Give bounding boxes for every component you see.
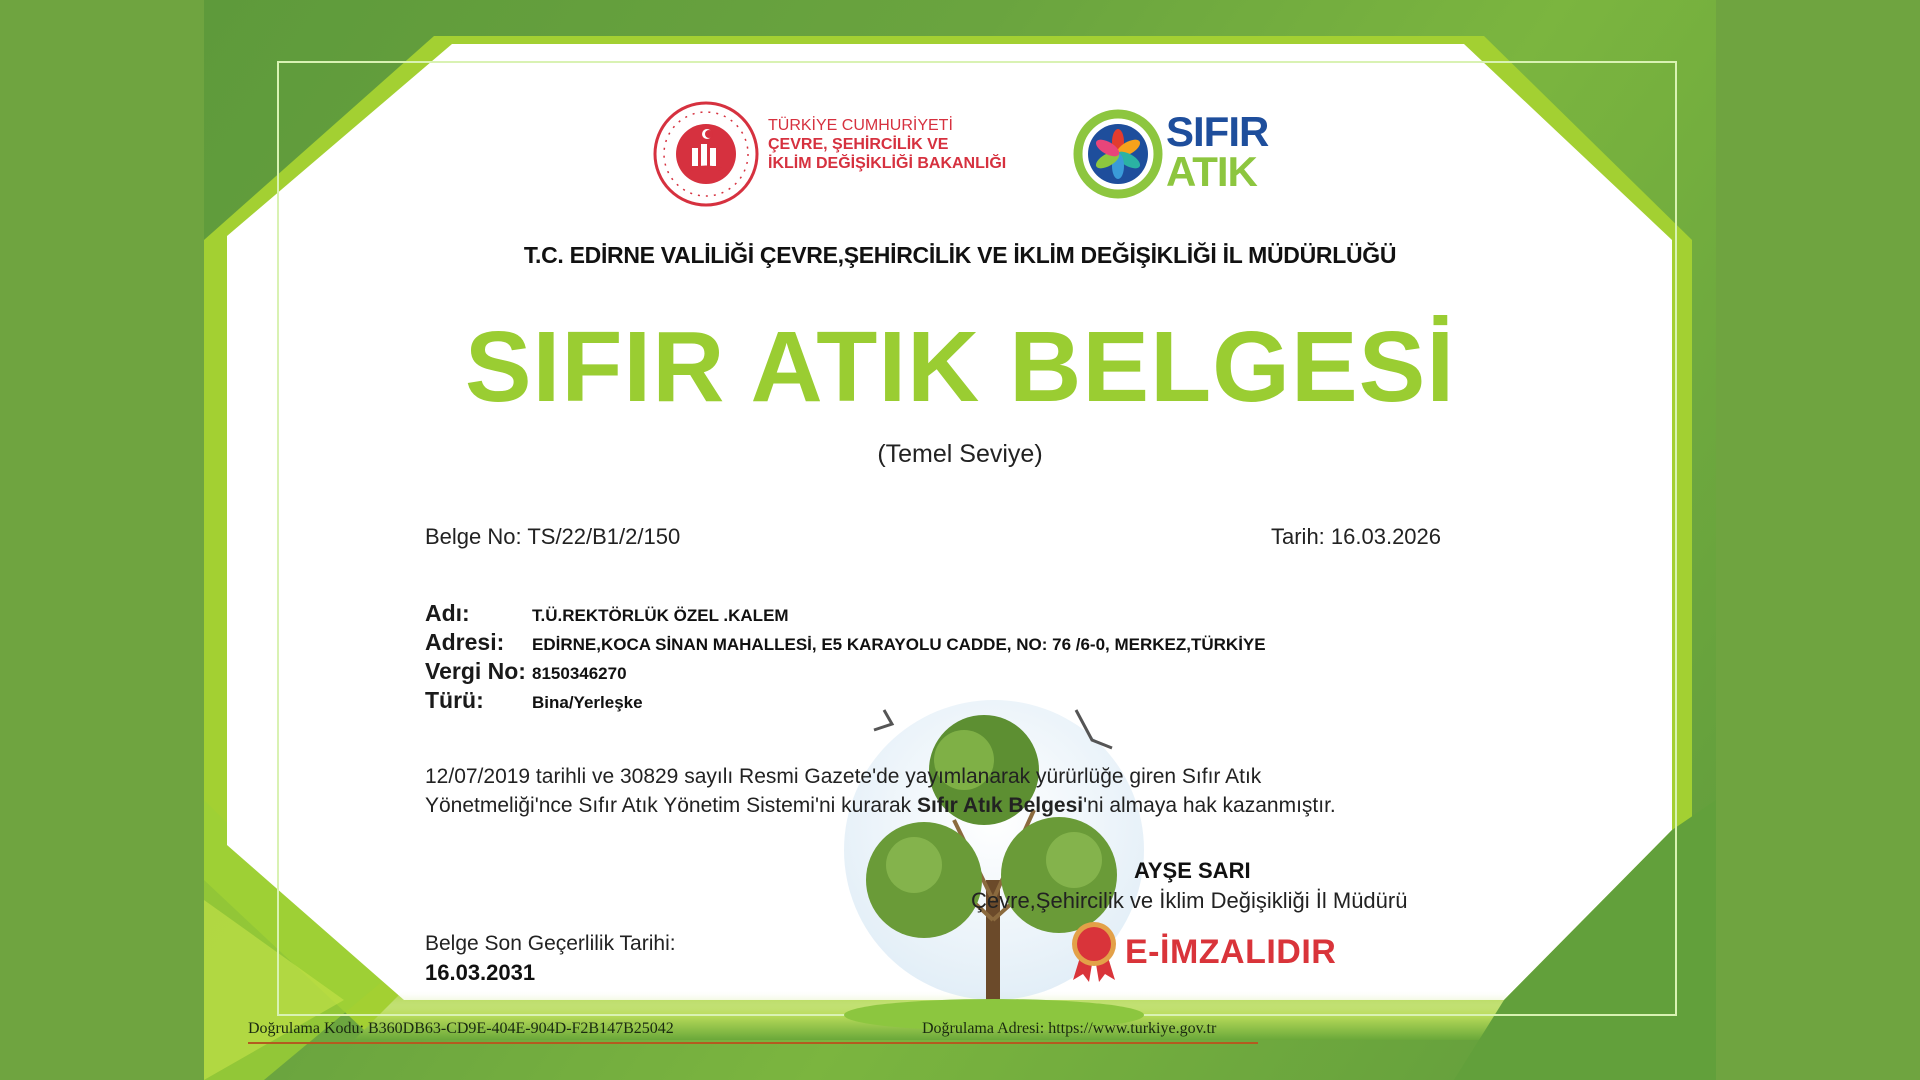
ministry-name xyxy=(768,116,1006,173)
document-number: Belge No: TS/22/B1/2/150 xyxy=(425,524,681,549)
certificate-document xyxy=(204,0,1716,1080)
holder-type-label: Türü: xyxy=(425,687,484,713)
holder-name-row xyxy=(425,600,1266,629)
verification-address[interactable]: Doğrulama Adresi: https://www.turkiye.gov.tr xyxy=(922,1020,1217,1037)
certificate-title: SIFIR ATIK BELGESİ xyxy=(464,311,1456,423)
certification-statement xyxy=(425,762,1425,820)
holder-name-label: Adı: xyxy=(425,600,470,626)
issuing-directorate: T.C. EDİRNE VALİLİĞİ ÇEVRE,ŞEHİRCİLİK VE İKLİM DEĞİŞİKLİĞİ İL MÜDÜRLÜĞÜ xyxy=(523,242,1397,268)
sifir-atik-wordmark xyxy=(1166,108,1269,195)
ministry-name-line2: ÇEVRE, ŞEHİRCİLİK VE xyxy=(768,136,949,153)
statement-line2-suffix: 'ni almaya hak kazanmıştır. xyxy=(1083,794,1336,817)
holder-type-value: Bina/Yerleşke xyxy=(532,693,643,712)
signatory-title: Çevre,Şehircilik ve İklim Değişikliği İl Müdürü xyxy=(971,888,1408,913)
statement-line2-bold: Sıfır Atık Belgesi xyxy=(917,794,1084,817)
left-margin xyxy=(0,0,204,1080)
esign-label: E-İMZALIDIR xyxy=(1125,932,1337,971)
ministry-name-line1: TÜRKİYE CUMHURİYETİ xyxy=(768,117,953,134)
wordmark-sifir: SIFIR xyxy=(1166,108,1269,155)
certificate-level: (Temel Seviye) xyxy=(877,440,1043,468)
wordmark-atik: ATIK xyxy=(1166,148,1257,195)
recycle-flower-icon xyxy=(1072,108,1164,200)
holder-address-label: Adresi: xyxy=(425,629,505,655)
esign-badge xyxy=(1069,920,1336,984)
holder-address-value: EDİRNE,KOCA SİNAN MAHALLESİ, E5 KARAYOLU CADDE, NO: 76 /6-0, MERKEZ,TÜRKİYE xyxy=(532,635,1266,654)
statement-line2 xyxy=(425,791,1425,820)
holder-name-value: T.Ü.REKTÖRLÜK ÖZEL .KALEM xyxy=(532,606,789,625)
holder-tax-value: 8150346270 xyxy=(532,664,627,683)
verification-code: Doğrulama Kodu: B360DB63-CD9E-404E-904D-F2B147B25042 xyxy=(248,1020,674,1037)
holder-address-row xyxy=(425,629,1266,658)
award-ribbon-icon xyxy=(1069,920,1119,984)
holder-tax-label: Vergi No: xyxy=(425,658,526,684)
statement-line2-prefix: Yönetmeliği'nce Sıfır Atık Yönetim Sistemi'ni kurarak xyxy=(425,794,918,817)
expiry-value: 16.03.2031 xyxy=(425,960,536,985)
statement-line1: 12/07/2019 tarihli ve 30829 sayılı Resmi Gazete'de yayımlanarak yürürlüğe giren Sıfır Atık xyxy=(425,765,1262,788)
holder-type-row xyxy=(425,687,1266,716)
signatory-name: AYŞE SARI xyxy=(1134,858,1251,883)
right-margin xyxy=(1716,0,1920,1080)
holder-tax-row xyxy=(425,658,1266,687)
document-date: Tarih: 16.03.2026 xyxy=(1271,524,1442,549)
ministry-name-line3: İKLİM DEĞİŞİKLİĞİ BAKANLIĞI xyxy=(768,155,1007,172)
expiry-label: Belge Son Geçerlilik Tarihi: xyxy=(425,932,676,955)
holder-info xyxy=(425,600,1266,716)
ministry-seal-icon xyxy=(652,100,760,208)
